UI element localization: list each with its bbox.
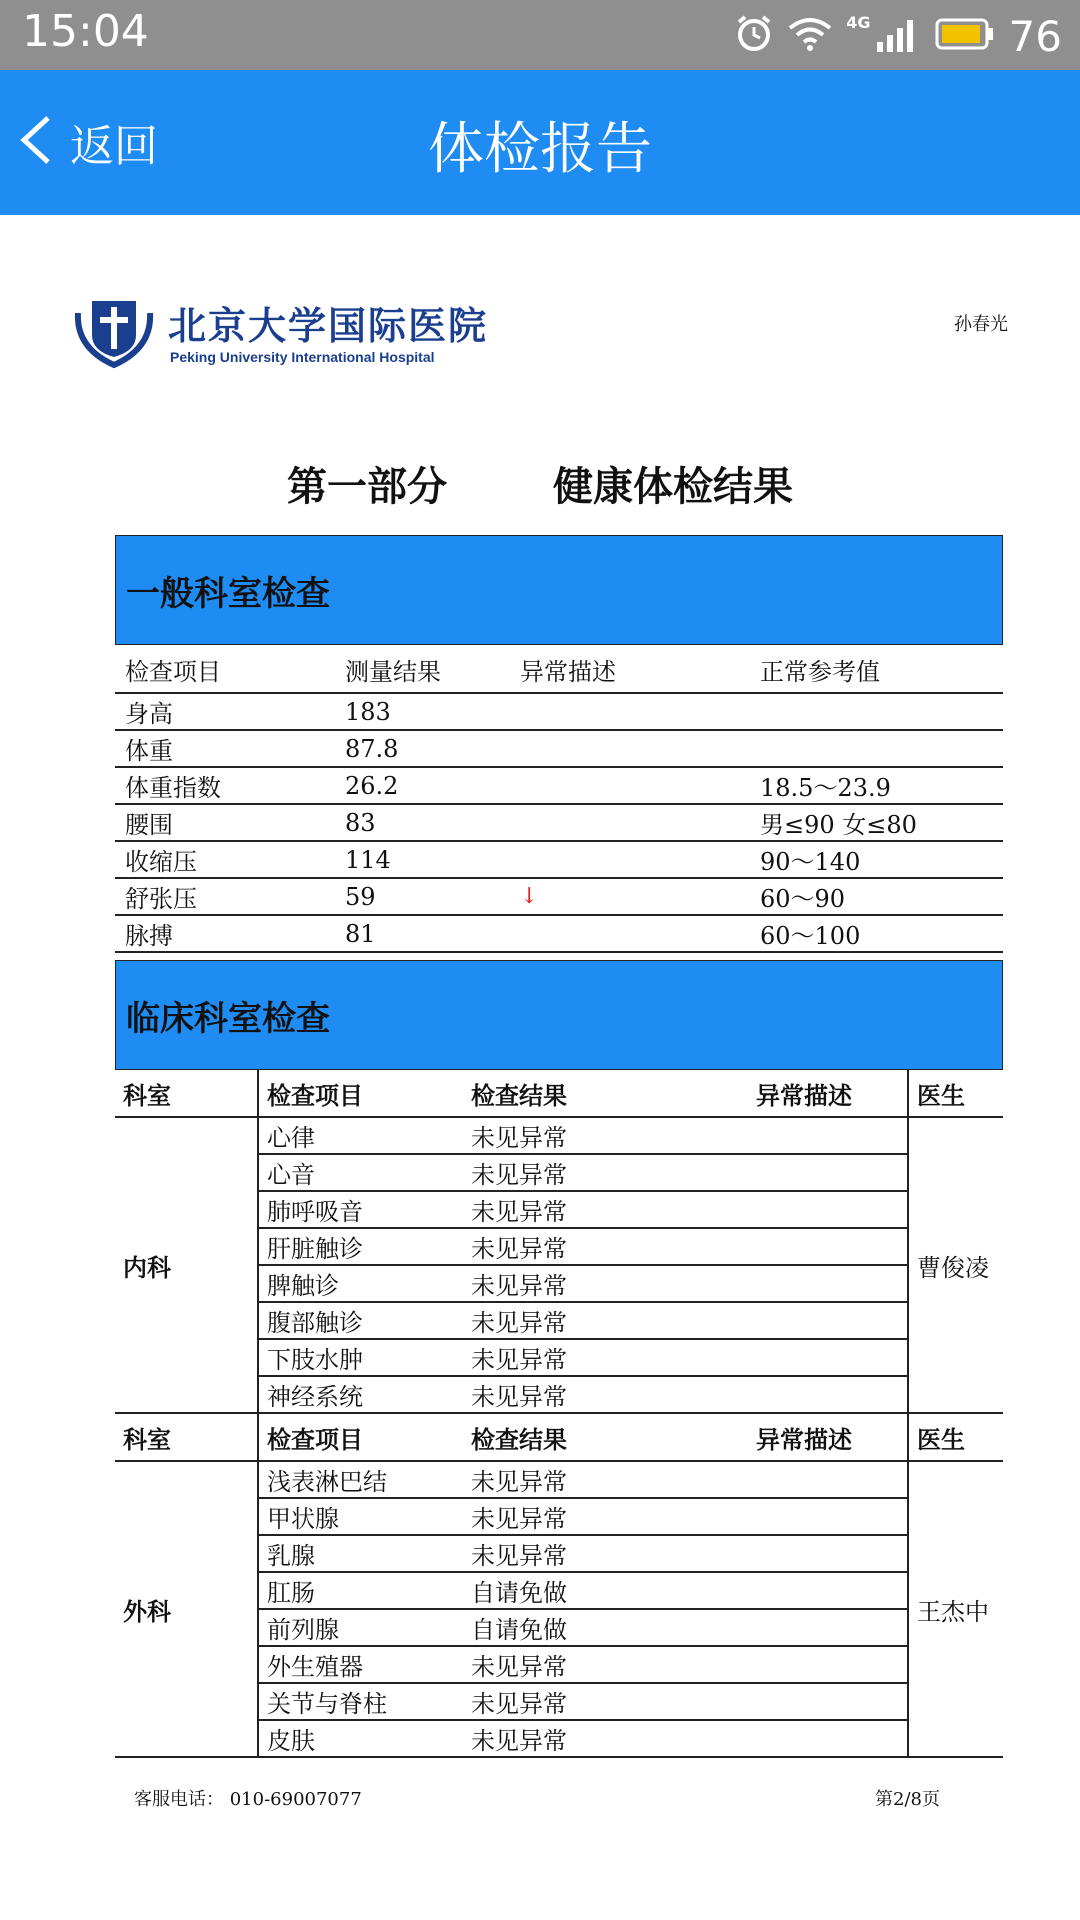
row-item: 腰围 [115,804,335,841]
row-abnormal [510,804,750,841]
row-value: 81 [335,915,510,952]
clinical-section-header [115,960,1003,1070]
row-abnormal [748,1572,908,1609]
row-item: 浅表淋巴结 [258,1461,463,1498]
col-doctor: 医生 [908,1070,1003,1117]
hospital-name-en: Peking University International Hospital [170,349,435,365]
alarm-icon [734,14,774,58]
row-value: 59 [335,878,510,915]
network-type: 4G [846,12,871,32]
row-item: 神经系统 [258,1376,463,1413]
row-item: 甲状腺 [258,1498,463,1535]
table-row [115,878,1003,915]
row-result: 未见异常 [463,1535,748,1572]
row-result: 未见异常 [463,1154,748,1191]
row-result: 未见异常 [463,1228,748,1265]
row-abnormal [748,1117,908,1154]
table-row [115,804,1003,841]
table-row [115,767,1003,804]
col-abnormal: 异常描述 [510,646,750,693]
general-table-header [115,646,1003,693]
col-item: 检查项目 [258,1070,463,1117]
row-item: 前列腺 [258,1609,463,1646]
report-page[interactable] [0,215,1080,1920]
battery-level: 76 [1008,11,1062,61]
row-item: 收缩压 [115,841,335,878]
row-abnormal [510,841,750,878]
dept-name: 内科 [115,1117,258,1413]
row-reference [750,693,1003,730]
part-title-number: 第一部分 [287,464,448,510]
row-abnormal [748,1302,908,1339]
row-item: 脾触诊 [258,1265,463,1302]
row-item: 心音 [258,1154,463,1191]
back-label: 返回 [70,121,158,172]
col-item: 检查项目 [258,1413,463,1461]
row-value: 26.2 [335,767,510,804]
row-result: 未见异常 [463,1117,748,1154]
row-item: 腹部触诊 [258,1302,463,1339]
row-item: 肛肠 [258,1572,463,1609]
row-abnormal [748,1683,908,1720]
row-value: 83 [335,804,510,841]
general-section-title: 一般科室检查 [126,574,330,614]
page-title: 体检报告 [428,117,652,182]
row-abnormal [510,915,750,952]
part-title [0,455,1080,512]
row-value: 183 [335,693,510,730]
row-value: 87.8 [335,730,510,767]
row-result: 未见异常 [463,1683,748,1720]
row-reference: 男≤90 女≤80 [750,804,1003,841]
row-item: 肝脏触诊 [258,1228,463,1265]
patient-name: 孙春光 [954,314,1008,335]
status-icons [734,8,1062,64]
row-reference: 18.5～23.9 [750,767,1003,804]
row-item: 下肢水肿 [258,1339,463,1376]
row-result: 未见异常 [463,1376,748,1413]
row-item: 舒张压 [115,878,335,915]
row-item: 心律 [258,1117,463,1154]
table-row [115,915,1003,952]
wifi-icon [788,16,832,56]
clinical-table-header [115,1413,1003,1461]
clinical-table-header [115,1070,1003,1117]
status-bar [0,0,1080,70]
doctor-name: 曹俊凌 [908,1117,1003,1413]
row-abnormal [748,1535,908,1572]
row-result: 未见异常 [463,1720,748,1757]
row-item: 外生殖器 [258,1646,463,1683]
row-result: 未见异常 [463,1265,748,1302]
row-result: 未见异常 [463,1191,748,1228]
col-item: 检查项目 [115,646,335,693]
col-result: 检查结果 [463,1070,748,1117]
row-abnormal [748,1646,908,1683]
row-reference: 60～90 [750,878,1003,915]
arrow-down-icon: ↓ [510,878,750,915]
row-item: 体重 [115,730,335,767]
table-row [115,1117,1003,1154]
row-result: 未见异常 [463,1339,748,1376]
col-dept: 科室 [115,1070,258,1117]
row-abnormal [748,1154,908,1191]
row-abnormal [748,1376,908,1413]
col-abnormal: 异常描述 [748,1070,908,1117]
row-item: 体重指数 [115,767,335,804]
status-time: 15:04 [22,6,149,57]
row-item: 身高 [115,693,335,730]
row-reference: 90～140 [750,841,1003,878]
row-value: 114 [335,841,510,878]
row-abnormal [748,1191,908,1228]
row-result: 自请免做 [463,1572,748,1609]
row-abnormal [748,1498,908,1535]
table-row [115,693,1003,730]
row-result: 未见异常 [463,1646,748,1683]
clinical-table-internal [115,1070,1003,1758]
row-abnormal [748,1461,908,1498]
col-abnormal: 异常描述 [748,1413,908,1461]
signal-icon [875,16,921,56]
row-result: 自请免做 [463,1609,748,1646]
row-abnormal [748,1720,908,1757]
hospital-logo [68,293,508,373]
table-row [115,1461,1003,1498]
clinical-section-title: 临床科室检查 [126,999,330,1039]
row-abnormal [748,1609,908,1646]
row-abnormal [510,767,750,804]
dept-name: 外科 [115,1461,258,1757]
page-number: 第2/8页 [875,1789,940,1810]
general-section-header [115,535,1003,645]
col-result: 检查结果 [463,1413,748,1461]
row-abnormal [748,1339,908,1376]
service-phone: 客服电话： 010-69007077 [134,1789,362,1810]
row-abnormal [510,730,750,767]
row-result: 未见异常 [463,1498,748,1535]
part-title-name: 健康体检结果 [552,464,793,510]
row-item: 皮肤 [258,1720,463,1757]
general-table [115,646,1003,953]
row-item: 脉搏 [115,915,335,952]
row-item: 关节与脊柱 [258,1683,463,1720]
row-result: 未见异常 [463,1461,748,1498]
col-reference: 正常参考值 [750,646,1003,693]
hospital-name-cn: 北京大学国际医院 [168,303,489,348]
row-reference [750,730,1003,767]
table-row [115,841,1003,878]
row-reference: 60～100 [750,915,1003,952]
col-dept: 科室 [115,1413,258,1461]
battery-icon [935,17,995,55]
row-item: 乳腺 [258,1535,463,1572]
hospital-emblem-icon [68,293,160,369]
row-abnormal [748,1228,908,1265]
row-result: 未见异常 [463,1302,748,1339]
row-abnormal [748,1265,908,1302]
row-abnormal [510,693,750,730]
col-doctor: 医生 [908,1413,1003,1461]
table-row [115,730,1003,767]
doctor-name: 王杰中 [908,1461,1003,1757]
col-value: 测量结果 [335,646,510,693]
row-item: 肺呼吸音 [258,1191,463,1228]
app-bar [0,70,1080,215]
